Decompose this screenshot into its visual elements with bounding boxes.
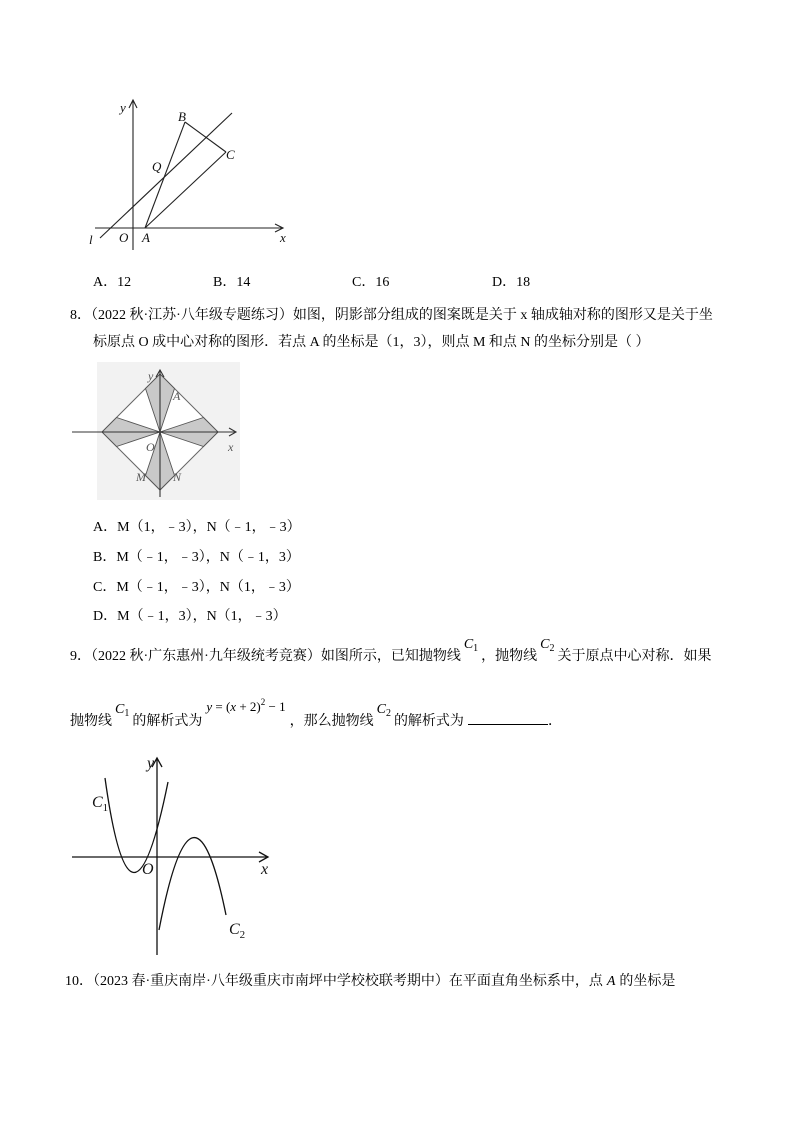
question-text: 关于原点中心对称．如果 <box>557 649 712 664</box>
symbol-subscript: 2 <box>385 708 391 719</box>
formula-x: x <box>230 699 237 714</box>
curve-c1-label <box>92 794 108 814</box>
question-text: ，那么抛物线 <box>289 714 374 729</box>
symbol-letter: C <box>540 637 550 652</box>
x-axis-label: x <box>261 861 269 878</box>
option-letter: D． <box>492 275 517 290</box>
q10-line-1 <box>65 972 675 992</box>
question-source: （2022 秋·广东惠州·九年级统考竞赛） <box>91 649 321 664</box>
symbol-subscript: 1 <box>473 643 479 654</box>
question-text: ，抛物线 <box>481 649 538 664</box>
question-number: 10． <box>65 974 93 989</box>
symbol-subscript: 1 <box>124 708 130 719</box>
origin-label: O <box>146 440 155 454</box>
point-c-label: C <box>226 147 235 162</box>
y-axis-label: y <box>147 755 155 772</box>
x-axis-label: x <box>280 230 286 245</box>
q9-figure <box>68 750 283 960</box>
curve-c1-symbol <box>464 635 478 656</box>
q8-option-c <box>93 578 300 598</box>
origin-label: O <box>142 861 154 878</box>
point-q-label: Q <box>152 159 162 174</box>
option-letter: B． <box>93 550 117 565</box>
point-m-label: M <box>136 470 146 484</box>
label-subscript: 1 <box>102 802 109 814</box>
question-text: 的坐标是 <box>619 974 676 989</box>
answer-blank <box>468 710 548 725</box>
question-text: 的解析式为 <box>132 714 203 729</box>
point-a-label: A <box>173 389 181 403</box>
option-value: 18 <box>516 275 531 290</box>
option-letter: A． <box>93 275 118 290</box>
question-number: 8． <box>70 308 91 323</box>
option-letter: A． <box>93 520 118 535</box>
option-value: 16 <box>375 275 390 290</box>
curve-c2-label <box>229 921 245 941</box>
line-l <box>100 113 232 238</box>
curve-c2-symbol <box>540 635 554 656</box>
question-text: 如图，阴影部分组成的图案既是关于 x 轴成轴对称的图形又是关于坐 <box>292 308 713 323</box>
symbol-subscript: 2 <box>549 643 555 654</box>
question-text: 标原点 O 成中心对称的图形．若点 A 的坐标是（1，3），则点 M 和点 N 的坐标分别是（ ） <box>93 335 650 350</box>
option-letter: B． <box>213 275 237 290</box>
option-value: M（﹣1，3），N（1，﹣3） <box>117 609 287 624</box>
formula-equals: = ( <box>212 699 231 714</box>
option-value: M（1，﹣3），N（﹣1，﹣3） <box>117 520 301 535</box>
parabola-formula <box>206 697 285 718</box>
point-b-label: B <box>178 109 186 124</box>
question-text: 抛物线 <box>70 714 112 729</box>
option-letter: D． <box>93 609 118 624</box>
q8-option-a <box>93 518 301 538</box>
label-subscript: 2 <box>239 929 246 941</box>
q8-line-2 <box>93 333 650 353</box>
q8-option-b <box>93 548 300 568</box>
symbol-letter: C <box>115 702 125 717</box>
y-axis-label: y <box>120 100 126 115</box>
parabola-c1 <box>102 778 168 873</box>
question-text: 如图所示，已知抛物线 <box>320 649 461 664</box>
q7-figure <box>80 95 300 255</box>
symbol-letter: C <box>463 637 474 652</box>
x-axis-label: x <box>228 440 234 454</box>
curve-c1-symbol <box>115 700 129 721</box>
label-letter: C <box>229 921 240 938</box>
y-axis-label: y <box>148 369 154 383</box>
curve-c2-symbol <box>377 700 391 721</box>
formula-plus: + 2) <box>236 699 261 714</box>
option-value: 12 <box>117 275 132 290</box>
formula-exponent: 2 <box>260 697 266 707</box>
formula-y: y <box>206 699 213 714</box>
question-text: 的解析式为 <box>393 714 464 729</box>
question-source: （2022 秋·江苏·八年级专题练习） <box>91 308 293 323</box>
q7-option-d <box>492 273 530 293</box>
q8-figure <box>70 360 245 505</box>
option-letter: C． <box>93 580 117 595</box>
q7-option-b <box>213 273 250 293</box>
option-value: M（﹣1，﹣3），N（﹣1，3） <box>116 550 300 565</box>
segment-ab <box>145 122 185 228</box>
point-a-label: A <box>142 230 150 245</box>
segment-bc <box>185 122 226 152</box>
question-text: 在平面直角坐标系中，点 <box>448 974 603 989</box>
q7-option-c <box>352 273 389 293</box>
question-source: （2023 春·重庆南岸·八年级重庆市南坪中学校校联考期中） <box>93 974 449 989</box>
parabola-c2 <box>159 838 226 930</box>
formula-tail: − 1 <box>265 699 286 714</box>
option-value: 14 <box>236 275 251 290</box>
symbol-letter: C <box>376 702 386 717</box>
origin-label: O <box>119 230 129 245</box>
question-text: ． <box>547 714 562 729</box>
q8-line-1 <box>70 306 713 326</box>
q9-line-1 <box>70 637 712 667</box>
option-letter: C． <box>352 275 376 290</box>
point-a-symbol: A <box>606 974 616 989</box>
label-letter: C <box>92 794 103 811</box>
question-number: 9． <box>70 649 91 664</box>
q7-option-a <box>93 273 131 293</box>
q9-line-2 <box>70 697 562 730</box>
line-l-label: l <box>89 232 93 247</box>
q8-option-d <box>93 607 287 627</box>
option-value: M（﹣1，﹣3），N（1，﹣3） <box>116 580 300 595</box>
point-n-label: N <box>173 470 182 484</box>
